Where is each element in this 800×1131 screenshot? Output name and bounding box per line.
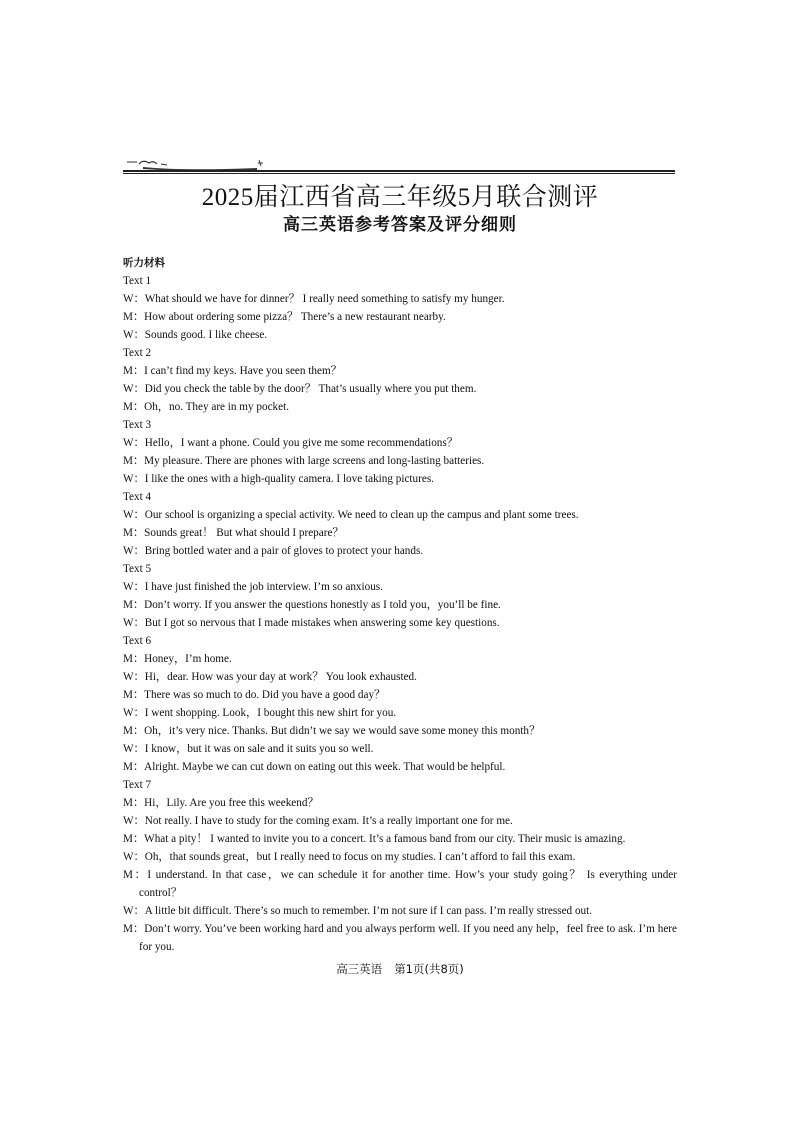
transcript-lines [123,272,677,956]
section-label: 听力材料 [123,257,165,269]
text-heading: Text 2 [123,347,152,359]
dialogue-line: M：Oh，no. They are in my pocket. [123,401,290,413]
dialogue-line: M：Don’t worry. If you answer the questions honestly as I told you，you’ll be fine. [123,599,501,611]
dialogue-line: M：Oh，it’s very nice. Thanks. But didn’t we say we would save some money this month？ [123,725,541,737]
dialogue-line: M：Hi，Lily. Are you free this weekend？ [123,797,319,809]
dialogue-line: W：I like the ones with a high-quality camera. I love taking pictures. [123,473,434,485]
text-heading: Text 3 [123,419,152,431]
footer-subject: 高三英语 [336,962,383,976]
dialogue-line: W：Did you check the table by the door？ That’s usually where you put them. [123,383,477,395]
footer-page-number: 第1页(共8页) [394,962,464,976]
dialogue-line: W：Sounds good. I like cheese. [123,329,268,341]
dialogue-line: W：Not really. I have to study for the coming exam. It’s a really important one for me. [123,815,513,827]
dialogue-line: W：Oh，that sounds great，but I really need to focus on my studies. I can’t afford to fail this exam. [123,851,576,863]
dialogue-line: M：How about ordering some pizza？ There’s a new restaurant nearby. [123,311,446,323]
dialogue-line: W：A little bit difficult. There’s so much to remember. I’m not sure if I can pass. I’m really stressed out. [123,905,593,917]
dialogue-line: M：Don’t worry. You’ve been working hard and you always perform well. If you need any help，feel free to ask. I’m here for you. [123,923,677,953]
dialogue-line: M：Honey，I’m home. [123,653,232,665]
dialogue-line: W：Bring bottled water and a pair of gloves to protect your hands. [123,545,424,557]
text-heading: Text 1 [123,275,152,287]
dialogue-line: M：What a pity！ I wanted to invite you to a concert. It’s a famous band from our city. Their music is amazing. [123,833,626,845]
dialogue-line: M：Sounds great！ But what should I prepare？ [123,527,344,539]
dialogue-line: W：Hello，I want a phone. Could you give me some recommendations？ [123,437,458,449]
dialogue-line: W：I have just finished the job interview. I’m so anxious. [123,581,383,593]
dialogue-line: M：My pleasure. There are phones with large screens and long-lasting batteries. [123,455,485,467]
page-subtitle: 高三英语参考答案及评分细则 [283,215,517,235]
text-heading: Text 7 [123,779,152,791]
header-decoration [123,158,675,178]
dialogue-line: M：Alright. Maybe we can cut down on eating out this week. That would be helpful. [123,761,506,773]
page-title: 2025届江西省高三年级5月联合测评 [201,184,599,211]
dialogue-line: W：Hi，dear. How was your day at work？ You look exhausted. [123,671,417,683]
dialogue-line: W：Our school is organizing a special activity. We need to clean up the campus and plant some trees. [123,509,579,521]
dialogue-line: M：I can’t find my keys. Have you seen them？ [123,365,342,377]
text-heading: Text 6 [123,635,152,647]
dialogue-line: W：I know，but it was on sale and it suits you so well. [123,743,374,755]
dialogue-line: M：I understand. In that case，we can schedule it for another time. How’s your study going？ Is everything under control？ [123,869,677,899]
listening-transcript [123,254,677,956]
dialogue-line: M：There was so much to do. Did you have a good day？ [123,689,386,701]
text-heading: Text 5 [123,563,152,575]
page-footer [0,961,800,977]
text-heading: Text 4 [123,491,152,503]
dialogue-line: W：I went shopping. Look，I bought this new shirt for you. [123,707,397,719]
dialogue-line: W：But I got so nervous that I made mistakes when answering some key questions. [123,617,500,629]
header-rule-thin [123,173,675,174]
header-rule-thick [123,170,675,172]
dialogue-line: W：What should we have for dinner？ I really need something to satisfy my hunger. [123,293,505,305]
